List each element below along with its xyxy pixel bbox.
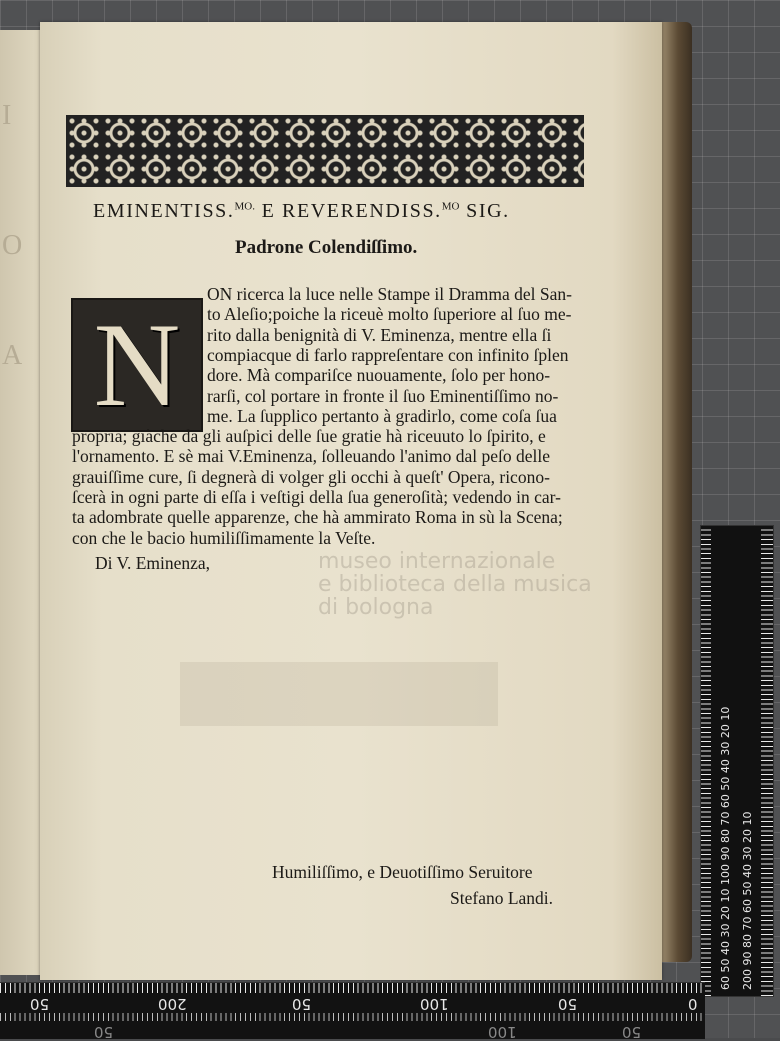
- ruler-number: 50: [94, 1023, 114, 1041]
- decorative-headpiece-ornament: [66, 115, 584, 187]
- ruler-number: 50: [558, 995, 578, 1013]
- bleed-letter: I: [2, 100, 12, 131]
- body-text-line: ON ricerca la luce nelle Stampe il Dramma del San-: [207, 284, 572, 304]
- body-text-line: l'ornamento. E sè mai V.Eminenza, ſolleuando l'animo dal peſo delle: [72, 446, 551, 467]
- ruler-labels: 200 90 80 70 60 50 40 30 20 10: [741, 811, 754, 990]
- decorated-initial: [71, 298, 203, 432]
- ruler-ticks: [0, 983, 705, 993]
- body-text-line: grauiſſime cure, ſi degnerà di volger gli occhi à queſt' Opera, ricono-: [72, 466, 550, 487]
- watermark-line: e biblioteca della musica: [318, 572, 592, 597]
- ruler-labels: 60 50 40 30 20 10 100 90 80 70 60 50 40 30 20 10: [719, 706, 732, 990]
- dedication-heading: EMINENTISS.$^{MO.}$ E REVERENDISS.$^{MO}$ SIG.: [93, 200, 510, 222]
- body-text-line: rarſi, col portare in fronte il ſuo Eminentiſſimo no-: [207, 385, 559, 406]
- closing-salutation: Di V. Eminenza,: [95, 553, 211, 573]
- show-through-ornament: [180, 662, 498, 726]
- ruler-ticks: [701, 526, 711, 996]
- signature-name: Stefano Landi.: [450, 888, 554, 908]
- bleed-letter: O: [2, 230, 23, 261]
- ruler-number: 50: [622, 1023, 642, 1041]
- ruler-number: 100: [420, 995, 449, 1013]
- body-text-line: me. La ſupplico pertanto à gradirlo, come coſa ſua: [207, 405, 557, 426]
- ruler-number: 50: [30, 995, 50, 1013]
- ruler-number: 50: [292, 995, 312, 1013]
- body-text-line: ſcerà in ogni parte di eſſa i veſtigi della ſua generoſità; vedendo in car-: [72, 487, 561, 507]
- body-text-line: ta adombrate quelle apparenze, che hà ammirato Roma in sù la Scena;: [72, 507, 563, 528]
- ruler-number: 100: [488, 1023, 517, 1041]
- watermark-line: museo internazionale: [318, 549, 556, 574]
- signature-title: Humiliſſimo, e Deuotiſſimo Seruitore: [272, 862, 533, 882]
- horizontal-scale-ruler: [0, 982, 705, 1039]
- bleed-letter: A: [2, 340, 23, 371]
- ruler-number: 200: [158, 995, 187, 1013]
- initial-letter: N: [93, 298, 181, 431]
- body-text-line: propria; giàche da gli auſpici delle ſue gratie hà riceuuto lo ſpirito, e: [72, 426, 546, 447]
- body-text-line: to Aleſio;poiche la riceuè molto ſuperiore al ſuo me-: [207, 304, 572, 325]
- body-text-line: compiacque di farlo rappreſentare con infinito ſplen: [207, 344, 569, 365]
- body-text-line: con che le bacio humiliſſimamente la Veſte.: [72, 527, 376, 548]
- watermark-line: di bologna: [318, 595, 434, 620]
- body-text-line: rito dalla benignità di V. Eminenza, mentre ella ſi: [207, 324, 552, 345]
- vertical-scale-ruler: [700, 525, 774, 997]
- dedication-subheading: Padrone Colendiſſimo.: [235, 237, 418, 258]
- body-text-line: dore. Mà compariſce nuouamente, ſolo per hono-: [207, 365, 551, 386]
- ruler-ticks: [0, 1013, 705, 1021]
- ruler-number: 0: [688, 995, 698, 1013]
- library-watermark: [318, 550, 628, 619]
